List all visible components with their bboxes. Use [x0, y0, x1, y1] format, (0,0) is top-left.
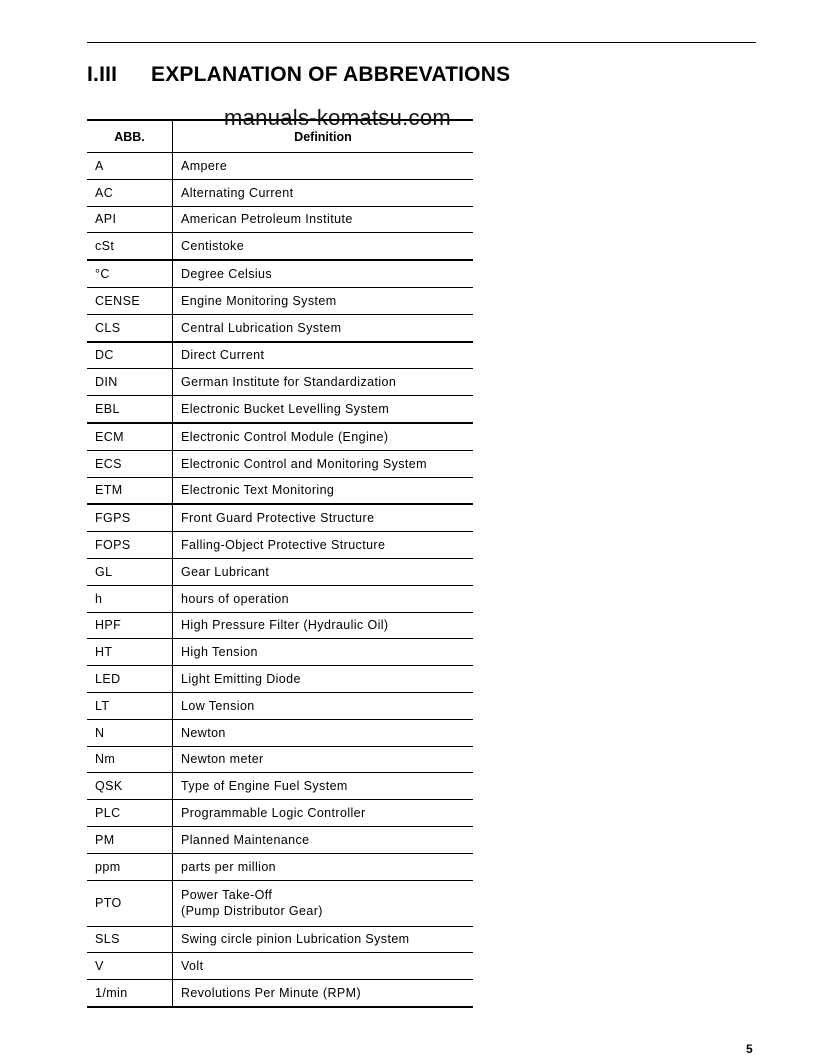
table-row [87, 880, 473, 926]
table-row [87, 287, 473, 314]
table-row [87, 719, 473, 746]
row-abb: PM [87, 826, 173, 853]
table-row [87, 666, 473, 693]
row-abb: Nm [87, 746, 173, 773]
row-abb: CLS [87, 314, 173, 341]
row-definition: Alternating Current [173, 179, 474, 206]
row-abb: DC [87, 342, 173, 369]
table-row [87, 504, 473, 531]
row-abb: GL [87, 558, 173, 585]
row-definition: Electronic Text Monitoring [173, 477, 474, 504]
row-definition: Engine Monitoring System [173, 287, 474, 314]
table-row [87, 153, 473, 180]
abbreviations-table [87, 119, 473, 1008]
row-definition: Electronic Control and Monitoring System [173, 450, 474, 477]
row-abb: HPF [87, 612, 173, 639]
table-row [87, 558, 473, 585]
row-definition: parts per million [173, 853, 474, 880]
table-row [87, 953, 473, 980]
table-row [87, 585, 473, 612]
row-abb: DIN [87, 369, 173, 396]
row-abb: API [87, 206, 173, 233]
row-abb: PLC [87, 800, 173, 827]
row-definition: Programmable Logic Controller [173, 800, 474, 827]
row-definition: American Petroleum Institute [173, 206, 474, 233]
table-row [87, 396, 473, 423]
page-number: 5 [746, 1042, 753, 1056]
table-row [87, 773, 473, 800]
section-heading [87, 63, 510, 87]
row-definition: Newton meter [173, 746, 474, 773]
header-definition: Definition [173, 120, 474, 153]
table-row [87, 826, 473, 853]
table-row [87, 692, 473, 719]
row-definition: Revolutions Per Minute (RPM) [173, 980, 474, 1007]
row-abb: ppm [87, 853, 173, 880]
row-definition: Newton [173, 719, 474, 746]
row-abb: h [87, 585, 173, 612]
row-abb: HT [87, 639, 173, 666]
table-row [87, 800, 473, 827]
row-definition [173, 880, 474, 926]
row-definition: Light Emitting Diode [173, 666, 474, 693]
row-abb: LT [87, 692, 173, 719]
row-definition: Centistoke [173, 233, 474, 260]
table-row [87, 980, 473, 1007]
table-row [87, 260, 473, 287]
row-abb: °C [87, 260, 173, 287]
row-abb: AC [87, 179, 173, 206]
row-definition: German Institute for Standardization [173, 369, 474, 396]
row-abb: ECM [87, 423, 173, 450]
top-rule [87, 42, 756, 43]
table-row [87, 746, 473, 773]
row-abb: cSt [87, 233, 173, 260]
row-abb: V [87, 953, 173, 980]
watermark: manuals-komatsu.com [224, 105, 451, 130]
row-definition: Volt [173, 953, 474, 980]
row-definition: Electronic Bucket Levelling System [173, 396, 474, 423]
row-definition: Front Guard Protective Structure [173, 504, 474, 531]
table-row [87, 342, 473, 369]
row-definition: Planned Maintenance [173, 826, 474, 853]
table-row [87, 233, 473, 260]
row-definition: High Pressure Filter (Hydraulic Oil) [173, 612, 474, 639]
table-row [87, 369, 473, 396]
row-definition: Direct Current [173, 342, 474, 369]
row-definition: Gear Lubricant [173, 558, 474, 585]
row-abb: PTO [87, 880, 173, 926]
row-definition-line2: (Pump Distributor Gear) [181, 904, 323, 919]
table-row [87, 206, 473, 233]
row-abb: FGPS [87, 504, 173, 531]
row-definition: Swing circle pinion Lubrication System [173, 926, 474, 953]
table-row [87, 314, 473, 341]
row-definition: Type of Engine Fuel System [173, 773, 474, 800]
section-title: EXPLANATION OF ABBREVATIONS [151, 63, 511, 86]
row-definition: hours of operation [173, 585, 474, 612]
row-definition: Ampere [173, 153, 474, 180]
row-abb: QSK [87, 773, 173, 800]
row-abb: SLS [87, 926, 173, 953]
row-definition: Central Lubrication System [173, 314, 474, 341]
table-row [87, 477, 473, 504]
row-abb: N [87, 719, 173, 746]
row-abb: LED [87, 666, 173, 693]
row-abb: EBL [87, 396, 173, 423]
row-definition: Low Tension [173, 692, 474, 719]
table-row [87, 179, 473, 206]
row-definition: Degree Celsius [173, 260, 474, 287]
row-definition-line1: Power Take-Off [181, 888, 273, 903]
row-definition: Falling-Object Protective Structure [173, 532, 474, 559]
row-abb: ETM [87, 477, 173, 504]
row-abb: FOPS [87, 532, 173, 559]
section-number: I.III [87, 63, 118, 86]
row-definition: Electronic Control Module (Engine) [173, 423, 474, 450]
row-abb: CENSE [87, 287, 173, 314]
table-row [87, 450, 473, 477]
row-abb: 1/min [87, 980, 173, 1007]
row-definition: High Tension [173, 639, 474, 666]
header-abb: ABB. [87, 120, 173, 153]
table-row [87, 612, 473, 639]
table-row [87, 423, 473, 450]
table-row [87, 639, 473, 666]
row-abb: ECS [87, 450, 173, 477]
table-row [87, 926, 473, 953]
table-row [87, 532, 473, 559]
row-abb: A [87, 153, 173, 180]
table-row [87, 853, 473, 880]
